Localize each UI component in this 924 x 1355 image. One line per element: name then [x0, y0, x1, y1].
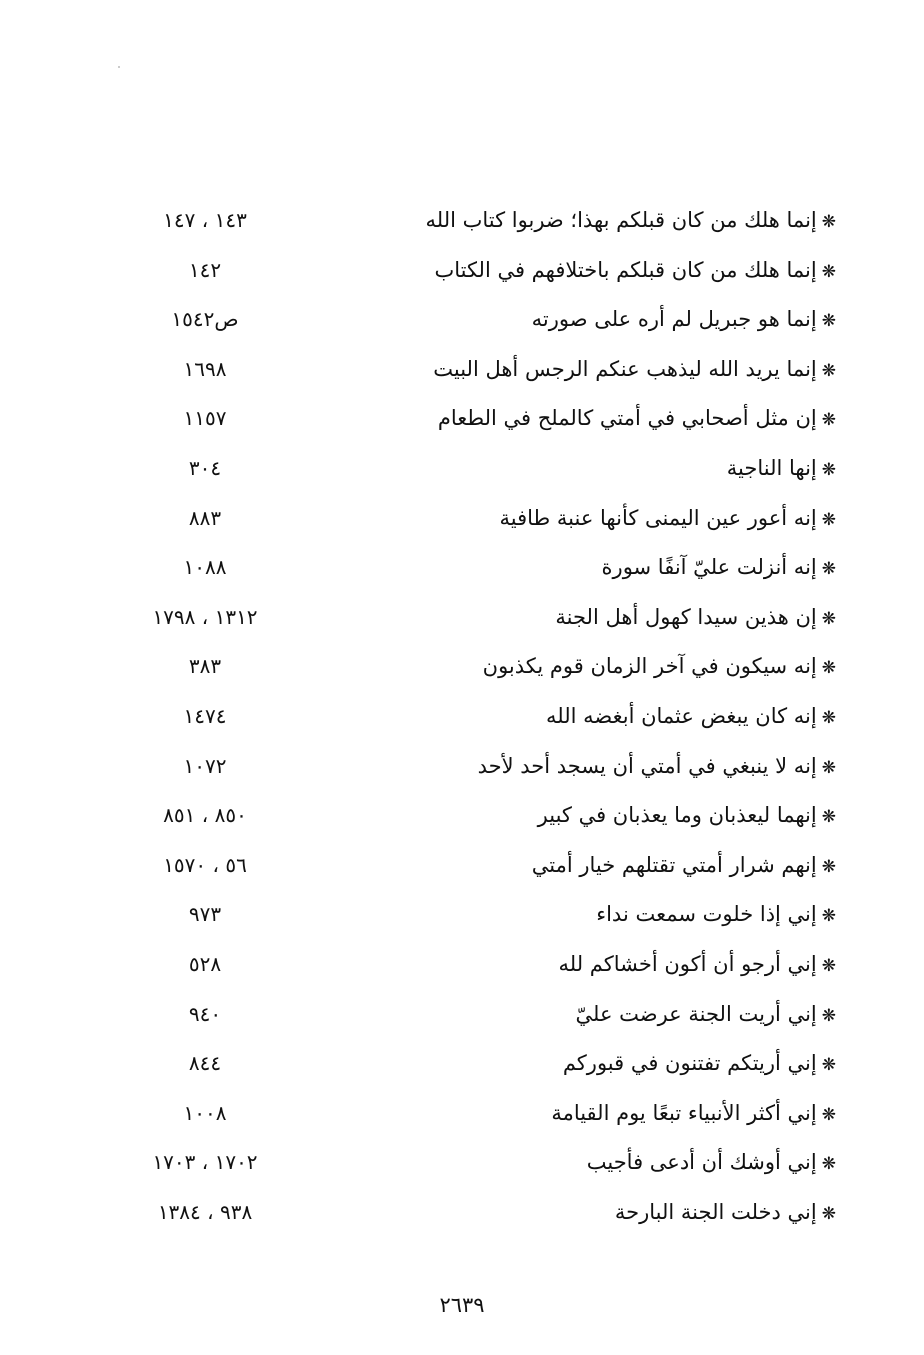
entry-reference: ٥٦ ، ١٥٧٠ [163, 852, 247, 877]
index-entry [0, 842, 924, 892]
index-entry [0, 346, 924, 396]
index-entry [0, 643, 924, 693]
entry-label: إنما هلك من كان قبلكم باختلافهم في الكتاب [434, 257, 817, 282]
star-bullet-icon: ❋ [821, 311, 836, 332]
entry-text [587, 1147, 836, 1179]
entry-reference: ٩٧٣ [188, 902, 222, 927]
entry-reference: ١٧٠٢ ، ١٧٠٣ [152, 1150, 258, 1175]
index-entry [0, 1139, 924, 1189]
entry-reference: ٨٥٠ ، ٨٥١ [163, 803, 247, 828]
entry-text [434, 255, 836, 287]
entry-label: إنما هلك من كان قبلكم بهذا؛ ضربوا كتاب الله [425, 208, 817, 232]
star-bullet-icon: ❋ [821, 459, 836, 480]
entry-label: إن مثل أصحابي في أمتي كالملح في الطعام [437, 406, 817, 431]
entry-label: إنهما ليعذبان وما يعذبان في كبير [537, 803, 817, 828]
entry-text [546, 701, 836, 733]
index-entry [0, 1040, 924, 1090]
entry-reference: ٨٨٣ [188, 505, 222, 530]
entry-reference: ص١٥٤٢ [171, 307, 239, 332]
star-bullet-icon: ❋ [821, 906, 836, 927]
star-bullet-icon: ❋ [821, 757, 836, 778]
entry-label: إنه سيكون في آخر الزمان قوم يكذبون [482, 654, 817, 679]
entry-label: إنه أنزلت عليّ آنفًا سورة [601, 555, 817, 580]
star-bullet-icon: ❋ [821, 807, 836, 828]
entry-text [575, 999, 836, 1031]
star-bullet-icon: ❋ [821, 360, 836, 381]
entry-text [438, 403, 836, 435]
index-entry [0, 991, 924, 1041]
entry-label: إنما هو جبريل لم أره على صورته [531, 307, 817, 332]
entry-text [602, 552, 836, 584]
entry-text [426, 205, 837, 237]
entry-text [532, 304, 836, 336]
entry-label: إني أريت الجنة عرضت عليّ [575, 1001, 817, 1026]
scan-speck [118, 66, 120, 68]
entry-reference: ٥٢٨ [188, 951, 222, 976]
entry-reference: ٩٣٨ ، ١٣٨٤ [157, 1199, 253, 1224]
star-bullet-icon: ❋ [821, 410, 836, 431]
entry-text [727, 453, 836, 485]
entry-reference: ١٠٨٨ [183, 555, 227, 580]
entry-reference: ١٤٧٤ [183, 703, 227, 728]
entry-label: إن هذين سيدا كهول أهل الجنة [555, 604, 817, 629]
entry-reference: ٩٤٠ [188, 1001, 222, 1026]
entry-reference: ١٤٣ ، ١٤٧ [163, 208, 247, 232]
index-entry [0, 495, 924, 545]
entry-text [532, 850, 836, 882]
entry-label: إنه لا ينبغي في أمتي أن يسجد أحد لأحد [477, 753, 817, 778]
star-bullet-icon: ❋ [821, 1055, 836, 1076]
entry-reference: ١٦٩٨ [183, 356, 227, 381]
entry-text [615, 1197, 836, 1229]
entry-label: إنهم شرار أمتي تقتلهم خيار أمتي [531, 852, 817, 877]
star-bullet-icon: ❋ [821, 212, 836, 232]
entry-reference: ١١٥٧ [183, 406, 227, 431]
entry-text [563, 1048, 836, 1080]
index-entry [0, 891, 924, 941]
star-bullet-icon: ❋ [821, 509, 836, 530]
entry-reference: ٣٨٣ [188, 654, 222, 679]
entry-text [433, 354, 836, 386]
index-entry [0, 544, 924, 594]
star-bullet-icon: ❋ [821, 955, 836, 976]
entry-text [538, 800, 836, 832]
page-number: ٢٦٣٩ [439, 1293, 485, 1317]
index-entry [0, 197, 924, 247]
entry-label: إني إذا خلوت سمعت نداء [596, 902, 817, 927]
star-bullet-icon: ❋ [821, 856, 836, 877]
star-bullet-icon: ❋ [821, 1154, 836, 1175]
entry-text [478, 751, 836, 783]
entry-label: إنه أعور عين اليمنى كأنها عنبة طافية [499, 505, 817, 530]
star-bullet-icon: ❋ [821, 608, 836, 629]
index-entry [0, 296, 924, 346]
entry-text [483, 651, 836, 683]
entry-label: إني دخلت الجنة البارحة [614, 1199, 817, 1224]
index-entry [0, 445, 924, 495]
entry-label: إني أوشك أن أدعى فأجيب [586, 1150, 817, 1175]
entry-label: إني أكثر الأنبياء تبعًا يوم القيامة [551, 1100, 817, 1125]
entry-label: إني أريتكم تفتنون في قبوركم [562, 1051, 817, 1076]
index-entry [0, 1189, 924, 1239]
star-bullet-icon: ❋ [821, 658, 836, 679]
entry-text [596, 899, 836, 931]
entry-reference: ١٠٧٢ [183, 753, 227, 778]
index-entry [0, 743, 924, 793]
entry-text [499, 503, 836, 535]
entry-label: إني أرجو أن أكون أخشاكم لله [558, 951, 817, 976]
entry-label: إنها الناجية [726, 455, 817, 480]
entry-reference: ٨٤٤ [188, 1051, 222, 1076]
entry-text [551, 1098, 836, 1130]
entry-reference: ١٠٠٨ [183, 1100, 227, 1125]
hadith-index-list [0, 197, 924, 1238]
index-entry [0, 693, 924, 743]
entry-label: إنه كان يبغض عثمان أبغضه الله [546, 703, 817, 728]
index-entry [0, 792, 924, 842]
entry-text [555, 602, 836, 634]
index-entry [0, 395, 924, 445]
entry-reference: ١٣١٢ ، ١٧٩٨ [152, 604, 258, 629]
star-bullet-icon: ❋ [821, 261, 836, 282]
entry-reference: ٣٠٤ [188, 455, 222, 480]
star-bullet-icon: ❋ [821, 1005, 836, 1026]
entry-text [558, 949, 836, 981]
index-entry [0, 594, 924, 644]
index-entry [0, 247, 924, 297]
star-bullet-icon: ❋ [821, 559, 836, 580]
star-bullet-icon: ❋ [821, 707, 836, 728]
star-bullet-icon: ❋ [821, 1203, 836, 1224]
index-entry [0, 941, 924, 991]
entry-reference: ١٤٢ [188, 257, 222, 282]
entry-label: إنما يريد الله ليذهب عنكم الرجس أهل البيت [433, 356, 817, 381]
star-bullet-icon: ❋ [821, 1104, 836, 1125]
index-entry [0, 1090, 924, 1140]
